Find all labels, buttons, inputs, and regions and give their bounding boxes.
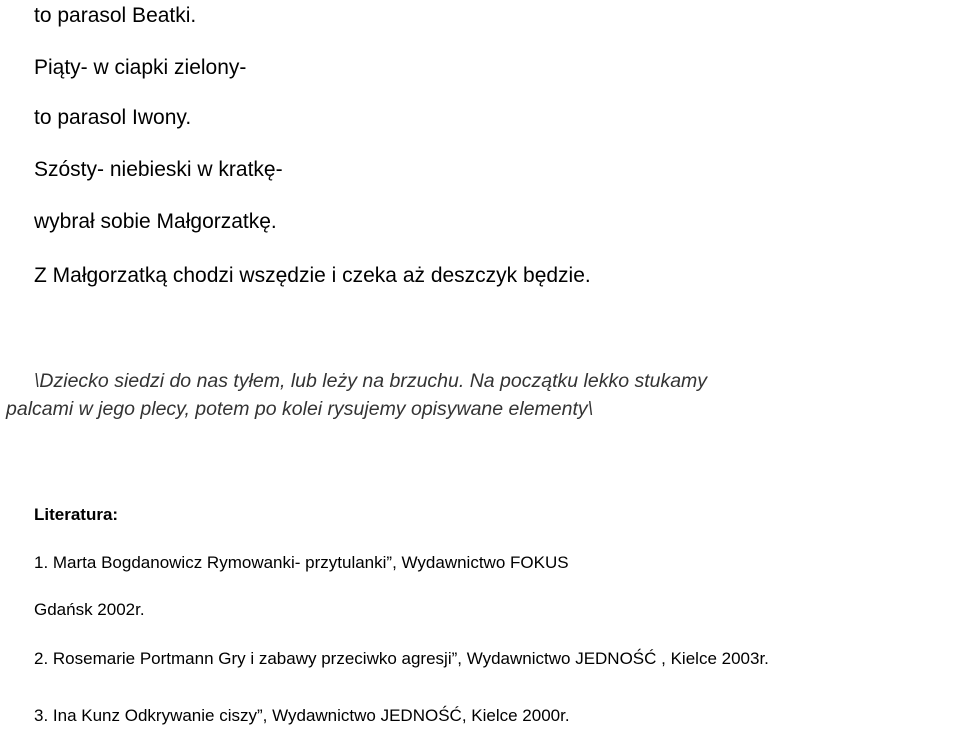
poem-line-4: Szósty- niebieski w kratkę- — [34, 158, 283, 181]
literature-heading: Literatura: — [34, 505, 119, 524]
instruction-note — [6, 367, 958, 423]
poem-line-5: wybrał sobie Małgorzatkę. — [34, 210, 277, 233]
reference-2: 2. Rosemarie Portmann Gry i zabawy przeciwko agresji”, Wydawnictwo JEDNOŚĆ , Kielce 2003r. — [34, 649, 769, 668]
instruction-line-1: \Dziecko siedzi do nas tyłem, lub leży na brzuchu. Na początku lekko stukamy — [34, 370, 708, 392]
reference-1: 1. Marta Bogdanowicz Rymowanki- przytulanki”, Wydawnictwo FOKUS — [34, 553, 569, 572]
poem-line-6: Z Małgorzatką chodzi wszędzie i czeka aż deszczyk będzie. — [34, 264, 591, 287]
reference-3: 3. Ina Kunz Odkrywanie ciszy”, Wydawnictwo JEDNOŚĆ, Kielce 2000r. — [34, 706, 570, 725]
reference-1-continued: Gdańsk 2002r. — [34, 600, 145, 619]
instruction-line-2: palcami w jego plecy, potem po kolei rysujemy opisywane elementy\ — [6, 398, 594, 420]
poem-line-3: to parasol Iwony. — [34, 106, 192, 129]
poem-line-1: to parasol Beatki. — [34, 4, 197, 27]
poem-line-2: Piąty- w ciapki zielony- — [34, 56, 247, 79]
